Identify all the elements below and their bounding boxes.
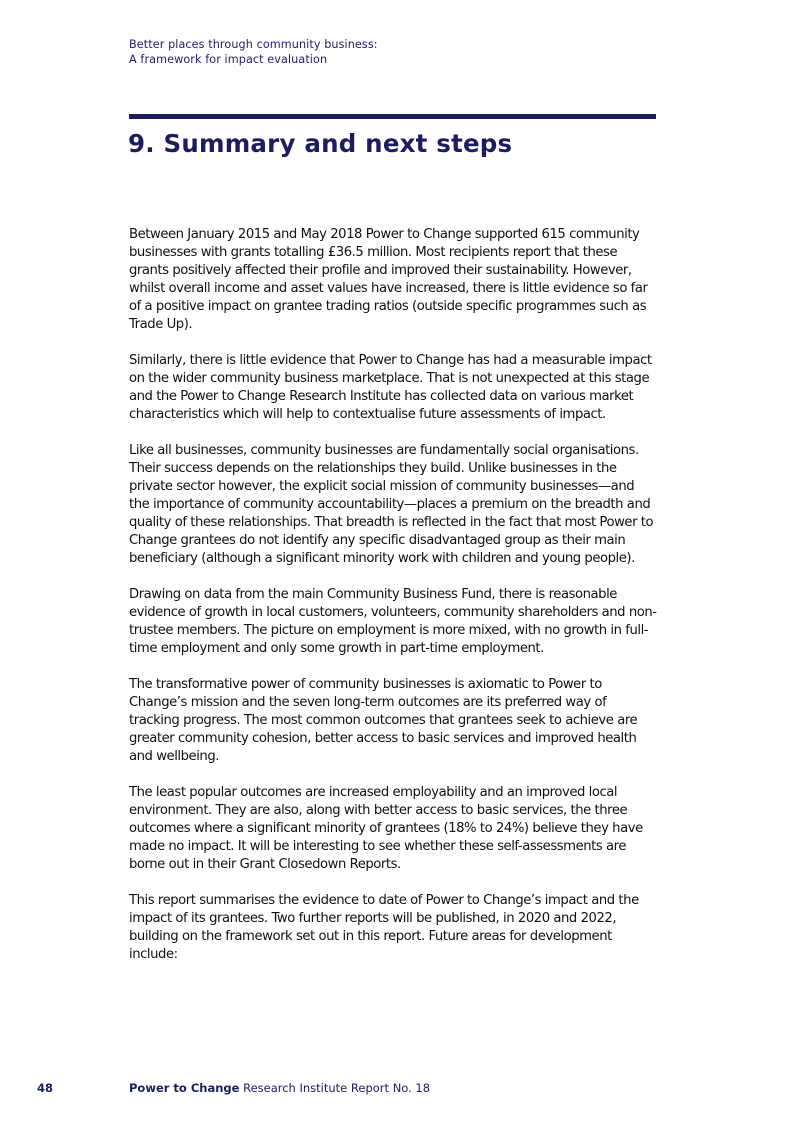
running-header (129, 37, 378, 67)
title-rule (129, 114, 656, 119)
footer-report: Research Institute Report No. 18 (239, 1081, 431, 1095)
paragraph: Drawing on data from the main Community Business Fund, there is reasonable evidence of growth in local customers, volunteers, community shareholders and non-trustee members. The picture on employment is more mixed, with no growth in full-time employment and only some growth in part-time employment. (129, 587, 657, 656)
paragraph: Similarly, there is little evidence that Power to Change has had a measurable impact on the wider community business marketplace. That is not unexpected at this stage and the Power to Change Research Institute has collected data on various market characteristics which will help to contextualise future assessments of impact. (129, 353, 652, 422)
body-text (129, 226, 657, 982)
paragraph: The transformative power of community businesses is axiomatic to Power to Change’s mission and the seven long-term outcomes are its preferred way of tracking progress. The most common outcomes that grantees seek to achieve are greater community cohesion, better access to basic services and improved health and wellbeing. (129, 677, 638, 764)
footer-title (129, 1081, 430, 1095)
paragraph: The least popular outcomes are increased employability and an improved local environment. They are also, along with better access to basic services, the three outcomes where a significant minority of grantees (18% to 24%) believe they have made no impact. It will be interesting to see whether these self-assessments are borne out in their Grant Closedown Reports. (129, 785, 643, 872)
page-title: 9. Summary and next steps (128, 129, 513, 158)
page-number: 48 (37, 1081, 54, 1095)
paragraph: Like all businesses, community businesses are fundamentally social organisations. Their success depends on the relationships they build. Unlike businesses in the private sector however, the explicit social mission of community businesses—and the importance of community accountability—places a premium on the breadth and quality of these relationships. That breadth is reflected in the fact that most Power to Change grantees do not identify any specific disadvantaged group as their main beneficiary (although a significant minority work with children and young people). (129, 443, 654, 566)
running-header-line-2: A framework for impact evaluation (129, 53, 328, 66)
footer-brand: Power to Change (129, 1081, 240, 1095)
paragraph: This report summarises the evidence to date of Power to Change’s impact and the impact of its grantees. Two further reports will be published, in 2020 and 2022, building on the framework set out in this report. Future areas for development include: (129, 893, 639, 962)
paragraph: Between January 2015 and May 2018 Power to Change supported 615 community businesses with grants totalling £36.5 million. Most recipients report that these grants positively affected their profile and improved their sustainability. However, whilst overall income and asset values have increased, there is little evidence so far of a positive impact on grantee trading ratios (outside specific programmes such as Trade Up). (129, 227, 648, 332)
running-header-line-1: Better places through community business: (129, 38, 378, 51)
